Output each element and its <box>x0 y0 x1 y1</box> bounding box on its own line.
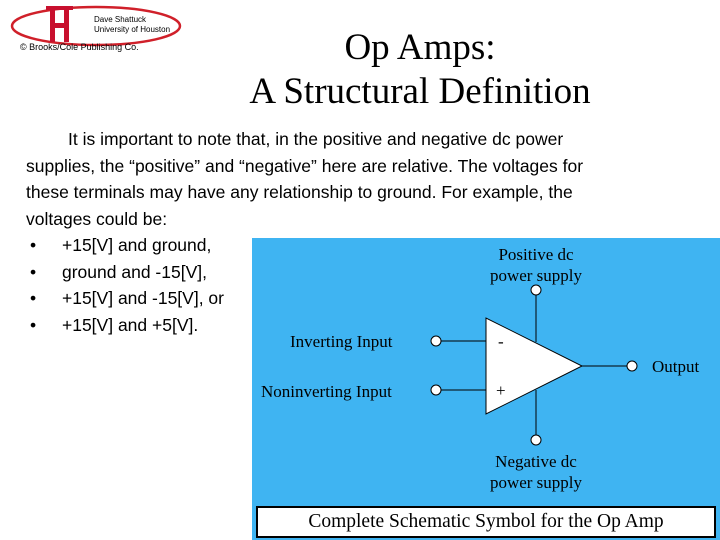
noninverting-input-label: Noninverting Input <box>261 382 392 401</box>
bullet-marker: • <box>30 314 37 335</box>
bullet-text: +15[V] and -15[V], or <box>62 288 224 308</box>
negative-supply-terminal <box>531 435 541 445</box>
logo-copyright: © Brooks/Cole Publishing Co. <box>20 42 139 52</box>
paragraph-line: It is important to note that, in the positive and negative dc power <box>68 129 564 149</box>
slide-title <box>120 26 720 114</box>
inverting-terminal <box>431 336 441 346</box>
output-label: Output <box>652 357 700 376</box>
bullet-text: ground and -15[V], <box>62 261 207 282</box>
bullet-marker: • <box>30 288 37 308</box>
diagram-caption: Complete Schematic Symbol for the Op Amp <box>256 506 716 538</box>
op-amp-diagram <box>252 238 720 540</box>
negative-supply-label <box>466 451 606 493</box>
negative-supply-label-line2: power supply <box>489 473 583 492</box>
title-line-1: Op Amps: <box>344 27 496 68</box>
paragraph-line: voltages could be: <box>26 208 168 229</box>
paragraph-line: these terminals may have any relationship to ground. For example, the <box>26 182 573 202</box>
paragraph-line: supplies, the “positive” and “negative” here are relative. The voltages for <box>26 155 584 176</box>
bullet-marker: • <box>30 235 37 255</box>
inverting-input-label: Inverting Input <box>290 332 393 351</box>
title-line-2: A Structural Definition <box>249 71 591 112</box>
positive-supply-label <box>466 244 606 286</box>
positive-supply-label-line1: Positive dc <box>498 245 574 264</box>
logo-name-line2: University of Houston <box>94 25 171 34</box>
plus-sign: + <box>496 381 506 400</box>
bullet-marker: • <box>30 261 37 282</box>
positive-supply-terminal <box>531 285 541 295</box>
positive-supply-label-line2: power supply <box>489 266 583 285</box>
bullet-text: +15[V] and ground, <box>62 235 212 255</box>
noninverting-terminal <box>431 385 441 395</box>
output-terminal <box>627 361 637 371</box>
logo-name-line1: Dave Shattuck <box>94 15 147 24</box>
bullet-text: +15[V] and +5[V]. <box>62 314 199 335</box>
negative-supply-label-line1: Negative dc <box>495 452 577 471</box>
minus-sign: - <box>498 332 504 351</box>
